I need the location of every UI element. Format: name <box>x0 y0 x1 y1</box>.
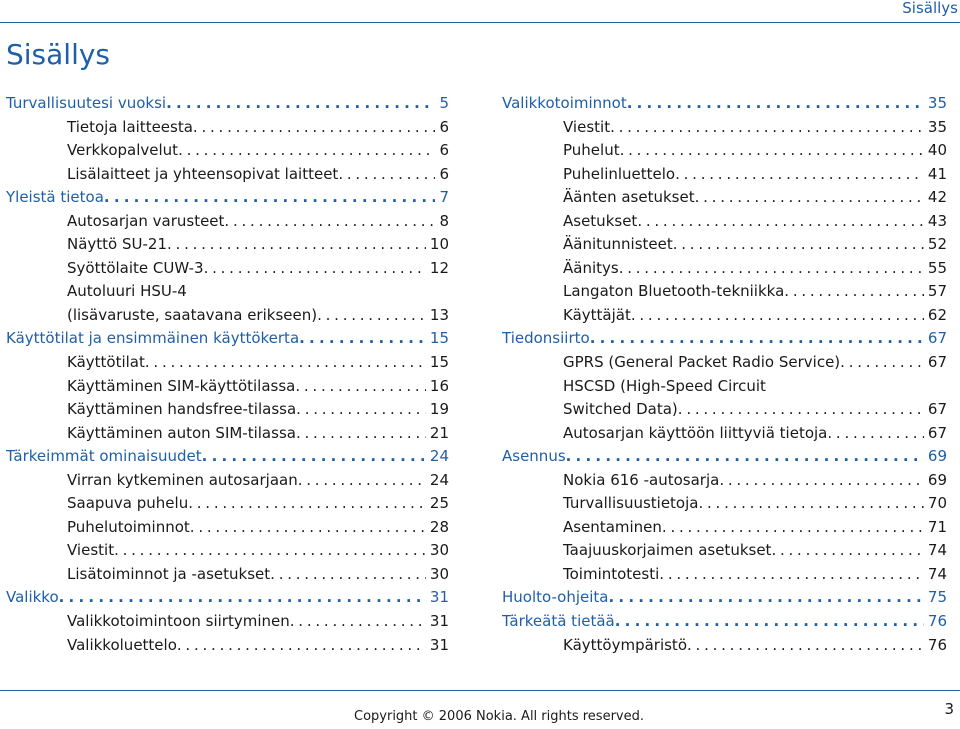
dot-leader <box>167 233 426 257</box>
toc-right-column <box>502 92 947 657</box>
toc-entry[interactable] <box>502 492 947 516</box>
toc-section-entry[interactable] <box>6 327 449 351</box>
toc-entry-page: 62 <box>927 305 947 324</box>
toc-entry-title: Asetukset <box>563 211 638 230</box>
dot-leader <box>619 257 924 281</box>
dot-leader <box>317 304 426 328</box>
toc-entry-page: 6 <box>439 141 449 160</box>
toc-entry-title: Switched Data) <box>563 400 678 419</box>
dot-leader <box>166 92 435 116</box>
dot-leader <box>298 469 426 493</box>
toc-entry-title: Saapuva puhelu <box>67 494 189 513</box>
toc-entry-page: 35 <box>927 117 947 136</box>
toc-entry-page: 31 <box>429 635 449 654</box>
toc-entry[interactable] <box>502 516 947 540</box>
toc-entry-title: Käyttöympäristö <box>563 635 687 654</box>
toc-entry[interactable] <box>6 257 449 281</box>
dot-leader <box>202 445 426 469</box>
toc-entry-title: Käyttötilat <box>67 353 145 372</box>
toc-entry-title: Turvallisuustietoja <box>563 494 699 513</box>
toc-entry-title: Puhelinluettelo <box>563 164 676 183</box>
toc-entry-page: 15 <box>429 353 449 372</box>
toc-entry-page: 8 <box>439 211 449 230</box>
toc-entry-title: Syöttölaite CUW-3 <box>67 258 204 277</box>
toc-entry-page: 41 <box>927 164 947 183</box>
dot-leader <box>204 257 426 281</box>
toc-entry-title: Äänten asetukset <box>563 188 695 207</box>
toc-entry-page: 30 <box>429 541 449 560</box>
toc-entry-title: Puhelutoiminnot <box>67 517 190 536</box>
toc-entry[interactable] <box>6 539 449 563</box>
toc-entry-page: 69 <box>927 447 947 466</box>
toc-section-entry[interactable] <box>502 610 947 634</box>
toc-entry-title: Puhelut <box>563 141 620 160</box>
toc-entry-title: Yleistä tietoa <box>6 188 104 207</box>
toc-entry-title: Käyttäminen handsfree-tilassa <box>67 400 297 419</box>
toc-entry-title: Verkkopalvelut <box>67 141 179 160</box>
footer-divider <box>0 690 960 691</box>
toc-entry-title: Taajuuskorjaimen asetukset <box>563 541 772 560</box>
toc-entry-page: 57 <box>927 282 947 301</box>
toc-entry-page: 31 <box>429 588 449 607</box>
toc-entry-title: Virran kytkeminen autosarjaan <box>67 470 298 489</box>
toc-entry-title: Valikkotoimintoon siirtyminen <box>67 612 290 631</box>
toc-entry-title: Tietoja laitteesta <box>67 117 193 136</box>
toc-entry-page: 7 <box>439 188 449 207</box>
toc-entry-page: 28 <box>429 517 449 536</box>
toc-entry-page: 5 <box>439 94 449 112</box>
copyright-notice: Copyright © 2006 Nokia. All rights reserved. <box>354 709 644 724</box>
dot-leader <box>178 139 435 163</box>
toc-entry[interactable] <box>6 304 449 328</box>
toc-entry[interactable] <box>502 398 947 422</box>
dot-leader <box>840 351 924 375</box>
toc-entry-page: 71 <box>927 517 947 536</box>
toc-section-entry[interactable] <box>502 445 947 469</box>
toc-section-entry[interactable] <box>6 92 449 116</box>
dot-leader <box>615 610 924 634</box>
toc-entry[interactable] <box>6 610 449 634</box>
toc-entry-title: Langaton Bluetooth-tekniikka <box>563 282 785 301</box>
toc-entry[interactable] <box>502 257 947 281</box>
toc-entry[interactable] <box>502 304 947 328</box>
toc-entry-title: Asennus <box>502 447 566 466</box>
toc-entry-title: Käyttäminen auton SIM-tilassa <box>67 423 296 442</box>
toc-entry-page: 40 <box>927 141 947 160</box>
header-divider <box>0 22 960 23</box>
dot-leader <box>590 327 924 351</box>
dot-leader <box>827 422 924 446</box>
toc-section-entry[interactable] <box>6 186 449 210</box>
toc-entry-title: Lisätoiminnot ja -asetukset <box>67 564 271 583</box>
toc-entry[interactable] <box>502 116 947 140</box>
toc-entry[interactable] <box>6 469 449 493</box>
page-number: 3 <box>944 700 954 718</box>
toc-entry[interactable] <box>6 139 449 163</box>
toc-entry-page: 69 <box>927 470 947 489</box>
dot-leader <box>114 539 426 563</box>
toc-entry-page: 10 <box>429 235 449 254</box>
toc-entry-page: 52 <box>927 235 947 254</box>
toc-entry-title: Toimintotesti <box>563 564 660 583</box>
toc-entry[interactable] <box>502 469 947 493</box>
dot-leader <box>662 516 924 540</box>
toc-entry[interactable] <box>6 163 449 187</box>
toc-entry[interactable] <box>502 634 947 658</box>
toc-entry[interactable] <box>6 210 449 234</box>
dot-leader <box>190 516 426 540</box>
toc-entry-page: 31 <box>429 612 449 631</box>
toc-entry[interactable] <box>6 634 449 658</box>
dot-leader <box>673 233 924 257</box>
toc-entry[interactable] <box>502 375 947 399</box>
dot-leader <box>675 163 924 187</box>
toc-entry[interactable] <box>502 422 947 446</box>
toc-entry-title: Autoluuri HSU-4 <box>67 282 187 301</box>
toc-entry-title: Asentaminen <box>563 517 662 536</box>
toc-entry-title: Tiedonsiirto <box>502 329 590 348</box>
dot-leader <box>145 351 426 375</box>
toc-entry-page: 67 <box>927 423 947 442</box>
dot-leader <box>270 563 426 587</box>
dot-leader <box>188 492 426 516</box>
toc-entry[interactable] <box>502 280 947 304</box>
dot-leader <box>784 280 924 304</box>
toc-entry-page: 12 <box>429 258 449 277</box>
toc-entry[interactable] <box>6 398 449 422</box>
dot-leader <box>627 92 924 116</box>
toc-entry-title: Käyttötilat ja ensimmäinen käyttökerta <box>6 329 300 348</box>
toc-entry[interactable] <box>6 351 449 375</box>
dot-leader <box>608 586 923 610</box>
dot-leader <box>295 375 426 399</box>
dot-leader <box>296 398 426 422</box>
toc-entry[interactable] <box>502 139 947 163</box>
toc-entry-page: 70 <box>927 494 947 513</box>
dot-leader <box>193 116 436 140</box>
running-header: Sisällys <box>902 0 958 17</box>
dot-leader <box>698 492 923 516</box>
toc-entry[interactable] <box>502 186 947 210</box>
toc-entry-title: Valikkotoiminnot <box>502 94 627 112</box>
toc-entry[interactable] <box>502 163 947 187</box>
toc-entry[interactable] <box>6 233 449 257</box>
dot-leader <box>637 210 924 234</box>
toc-entry[interactable] <box>6 516 449 540</box>
toc-entry-page: 76 <box>927 612 947 631</box>
toc-entry-title: Käyttäminen SIM-käyttötilassa <box>67 376 296 395</box>
dot-leader <box>719 469 924 493</box>
toc-entry-page: 30 <box>429 564 449 583</box>
toc-section-entry[interactable] <box>502 92 947 116</box>
dot-leader <box>224 210 435 234</box>
toc-entry-page: 13 <box>429 305 449 324</box>
toc-entry[interactable] <box>502 539 947 563</box>
toc-entry-title: (lisävaruste, saatavana erikseen) <box>67 305 318 324</box>
toc-entry-page: 25 <box>429 494 449 513</box>
toc-entry-title: Autosarjan käyttöön liittyviä tietoja <box>563 423 828 442</box>
dot-leader <box>177 634 426 658</box>
toc-entry-title: Autosarjan varusteet <box>67 211 225 230</box>
toc-entry-title: GPRS (General Packet Radio Service) <box>563 353 841 372</box>
toc-entry[interactable] <box>6 280 449 304</box>
toc-entry-page: 24 <box>429 470 449 489</box>
toc-entry[interactable] <box>6 116 449 140</box>
toc-entry-page: 67 <box>927 400 947 419</box>
toc-entry-title: Viestit <box>67 541 115 560</box>
toc-entry[interactable] <box>502 210 947 234</box>
toc-entry-title: Äänitunnisteet <box>563 235 673 254</box>
toc-entry-title: Näyttö SU-21 <box>67 235 167 254</box>
toc-section-entry[interactable] <box>6 445 449 469</box>
dot-leader <box>338 163 435 187</box>
toc-section-entry[interactable] <box>6 586 449 610</box>
dot-leader <box>290 610 426 634</box>
toc-entry-title: Valikkoluettelo <box>67 635 177 654</box>
toc-entry-page: 74 <box>927 541 947 560</box>
toc-left-column <box>6 92 449 657</box>
dot-leader <box>610 116 924 140</box>
dot-leader <box>620 139 924 163</box>
dot-leader <box>299 327 426 351</box>
toc-entry[interactable] <box>6 563 449 587</box>
dot-leader <box>678 398 924 422</box>
toc-entry-page: 75 <box>927 588 947 607</box>
toc-entry[interactable] <box>6 422 449 446</box>
toc-entry[interactable] <box>502 233 947 257</box>
toc-entry[interactable] <box>502 563 947 587</box>
toc-entry-title: Viestit <box>563 117 611 136</box>
toc-entry[interactable] <box>6 492 449 516</box>
toc-entry-title: Äänitys <box>563 258 619 277</box>
toc-entry-page: 42 <box>927 188 947 207</box>
toc-entry-page: 15 <box>429 329 449 348</box>
dot-leader <box>104 186 436 210</box>
toc-entry-page: 74 <box>927 564 947 583</box>
dot-leader <box>687 634 924 658</box>
toc-entry-title: Turvallisuutesi vuoksi <box>6 94 167 112</box>
dot-leader <box>296 422 426 446</box>
dot-leader <box>659 563 924 587</box>
toc-entry[interactable] <box>502 351 947 375</box>
toc-entry-page: 21 <box>429 423 449 442</box>
toc-entry-title: Huolto-ohjeita <box>502 588 609 607</box>
toc-entry-title: HSCSD (High-Speed Circuit <box>563 376 766 395</box>
dot-leader <box>59 586 426 610</box>
toc-entry-page: 55 <box>927 258 947 277</box>
toc-entry-page: 76 <box>927 635 947 654</box>
toc-entry-page: 67 <box>927 353 947 372</box>
dot-leader <box>771 539 923 563</box>
toc-entry-title: Tärkeätä tietää <box>502 612 615 631</box>
toc-section-entry[interactable] <box>502 586 947 610</box>
dot-leader <box>695 186 924 210</box>
toc-entry-title: Käyttäjät <box>563 305 631 324</box>
dot-leader <box>631 304 924 328</box>
toc-entry-title: Tärkeimmät ominaisuudet <box>6 447 202 466</box>
toc-entry-title: Nokia 616 -autosarja <box>563 470 720 489</box>
toc-entry-title: Valikko <box>6 588 59 607</box>
toc-entry-title: Lisälaitteet ja yhteensopivat laitteet <box>67 164 339 183</box>
toc-entry-page: 6 <box>439 117 449 136</box>
toc-section-entry[interactable] <box>502 327 947 351</box>
toc-entry-page: 16 <box>429 376 449 395</box>
toc-entry-page: 24 <box>429 447 449 466</box>
toc-entry-page: 67 <box>927 329 947 348</box>
toc-entry-page: 6 <box>439 164 449 183</box>
toc-entry-page: 35 <box>927 94 947 112</box>
toc-entry-page: 43 <box>927 211 947 230</box>
page-title: Sisällys <box>6 38 111 71</box>
dot-leader <box>566 445 924 469</box>
toc-entry-page: 19 <box>429 400 449 419</box>
toc-entry[interactable] <box>6 375 449 399</box>
